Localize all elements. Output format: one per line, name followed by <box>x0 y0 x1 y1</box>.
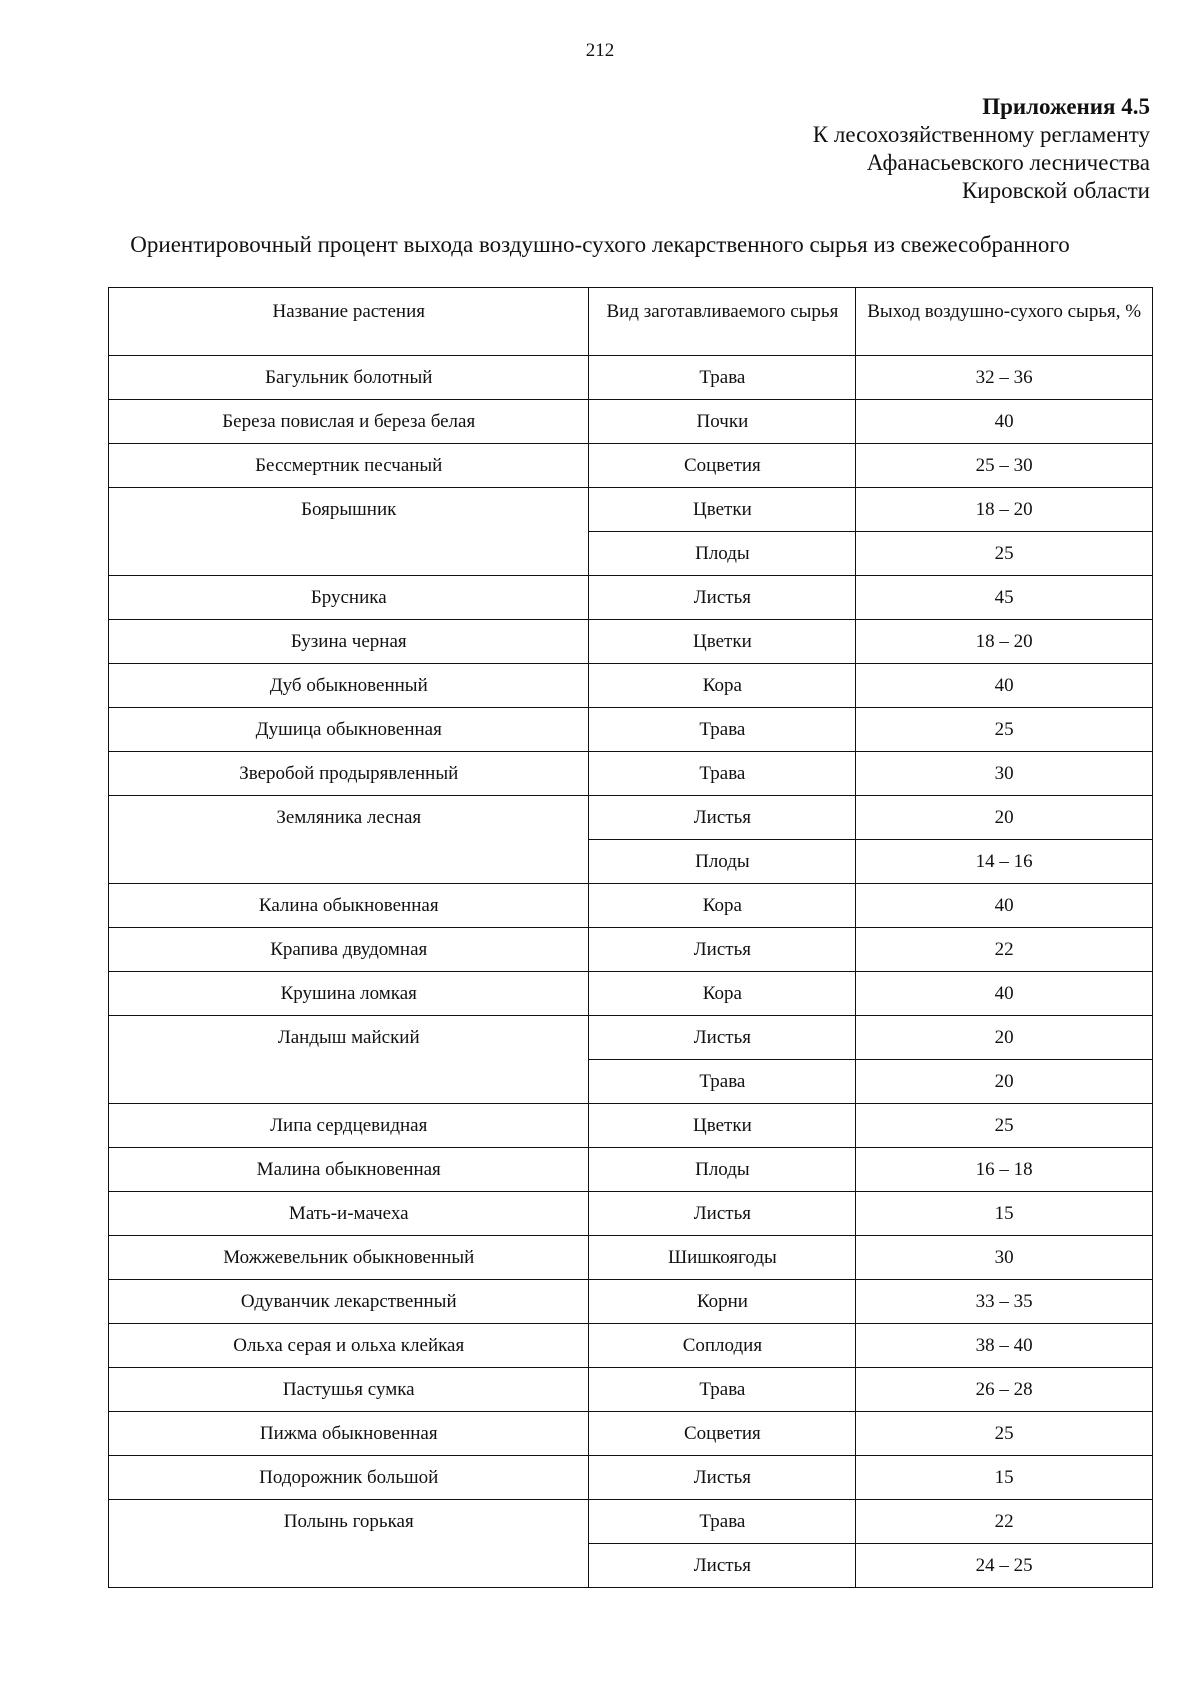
yield-percent-cell: 20 <box>856 1060 1153 1104</box>
yield-percent-cell: 30 <box>856 752 1153 796</box>
yield-percent-cell: 16 – 18 <box>856 1148 1153 1192</box>
yield-percent-cell: 45 <box>856 576 1153 620</box>
raw-material-type-cell: Шишкоягоды <box>589 1236 856 1280</box>
appendix-line-2: Афанасьевского лесничества <box>866 150 1150 175</box>
plant-name-cell: Одуванчик лекарственный <box>109 1280 589 1324</box>
raw-material-type-cell: Трава <box>589 1060 856 1104</box>
yield-percent-cell: 22 <box>856 928 1153 972</box>
plant-name-cell: Душица обыкновенная <box>109 708 589 752</box>
raw-material-type-cell: Плоды <box>589 840 856 884</box>
yield-percent-cell: 18 – 20 <box>856 488 1153 532</box>
yield-percent-cell: 15 <box>856 1456 1153 1500</box>
raw-material-type-cell: Плоды <box>589 1148 856 1192</box>
yield-percent-cell: 15 <box>856 1192 1153 1236</box>
raw-material-type-cell: Трава <box>589 752 856 796</box>
yield-percent-cell: 40 <box>856 972 1153 1016</box>
table-row <box>109 708 1153 752</box>
plant-name-cell: Полынь горькая <box>109 1500 589 1588</box>
plant-name-cell: Зверобой продырявленный <box>109 752 589 796</box>
raw-material-type-cell: Кора <box>589 664 856 708</box>
plant-name-cell: Бессмертник песчаный <box>109 444 589 488</box>
raw-material-type-cell: Листья <box>589 796 856 840</box>
plant-name-cell: Ландыш майский <box>109 1016 589 1104</box>
yield-percent-cell: 26 – 28 <box>856 1368 1153 1412</box>
table-row <box>109 400 1153 444</box>
yield-table <box>108 287 1153 1588</box>
yield-percent-cell: 40 <box>856 884 1153 928</box>
table-row <box>109 796 1153 840</box>
plant-name-cell: Боярышник <box>109 488 589 576</box>
appendix-block <box>813 93 1150 205</box>
appendix-line-3: Кировской области <box>961 178 1150 203</box>
table-row <box>109 1236 1153 1280</box>
raw-material-type-cell: Кора <box>589 972 856 1016</box>
header-yield: Выход воздушно-сухого сырья, % <box>856 288 1153 356</box>
table-row <box>109 356 1153 400</box>
table-row <box>109 972 1153 1016</box>
raw-material-type-cell: Почки <box>589 400 856 444</box>
header-plant: Название растения <box>109 288 589 356</box>
table-row <box>109 1148 1153 1192</box>
raw-material-type-cell: Соцветия <box>589 444 856 488</box>
plant-name-cell: Пастушья сумка <box>109 1368 589 1412</box>
raw-material-type-cell: Листья <box>589 576 856 620</box>
yield-percent-cell: 25 <box>856 1412 1153 1456</box>
table-row <box>109 1104 1153 1148</box>
raw-material-type-cell: Плоды <box>589 532 856 576</box>
document-title: Ориентировочный процент выхода воздушно-сухого лекарственного сырья из свежесобранного <box>130 232 1070 257</box>
plant-name-cell: Бузина черная <box>109 620 589 664</box>
plant-name-cell: Можжевельник обыкновенный <box>109 1236 589 1280</box>
raw-material-type-cell: Трава <box>589 356 856 400</box>
plant-name-cell: Брусника <box>109 576 589 620</box>
raw-material-type-cell: Трава <box>589 708 856 752</box>
raw-material-type-cell: Цветки <box>589 620 856 664</box>
raw-material-type-cell: Корни <box>589 1280 856 1324</box>
table-header-row <box>109 288 1153 356</box>
yield-percent-cell: 18 – 20 <box>856 620 1153 664</box>
yield-percent-cell: 30 <box>856 1236 1153 1280</box>
plant-name-cell: Подорожник большой <box>109 1456 589 1500</box>
plant-name-cell: Дуб обыкновенный <box>109 664 589 708</box>
table-row <box>109 928 1153 972</box>
plant-name-cell: Малина обыкновенная <box>109 1148 589 1192</box>
plant-name-cell: Береза повислая и береза белая <box>109 400 589 444</box>
yield-percent-cell: 25 <box>856 1104 1153 1148</box>
table-row <box>109 1368 1153 1412</box>
page-number: 212 <box>585 40 615 61</box>
yield-percent-cell: 22 <box>856 1500 1153 1544</box>
plant-name-cell: Пижма обыкновенная <box>109 1412 589 1456</box>
raw-material-type-cell: Цветки <box>589 488 856 532</box>
plant-name-cell: Крушина ломкая <box>109 972 589 1016</box>
yield-percent-cell: 25 <box>856 708 1153 752</box>
raw-material-type-cell: Кора <box>589 884 856 928</box>
table-row <box>109 1016 1153 1060</box>
raw-material-type-cell: Соплодия <box>589 1324 856 1368</box>
plant-name-cell: Липа сердцевидная <box>109 1104 589 1148</box>
table-row <box>109 664 1153 708</box>
table-row <box>109 1324 1153 1368</box>
yield-percent-cell: 24 – 25 <box>856 1544 1153 1588</box>
table-row <box>109 488 1153 532</box>
yield-percent-cell: 33 – 35 <box>856 1280 1153 1324</box>
appendix-title: Приложения 4.5 <box>982 94 1150 119</box>
raw-material-type-cell: Трава <box>589 1368 856 1412</box>
table-row <box>109 1192 1153 1236</box>
raw-material-type-cell: Листья <box>589 1192 856 1236</box>
yield-percent-cell: 32 – 36 <box>856 356 1153 400</box>
table-row <box>109 1456 1153 1500</box>
plant-name-cell: Калина обыкновенная <box>109 884 589 928</box>
yield-percent-cell: 38 – 40 <box>856 1324 1153 1368</box>
yield-percent-cell: 40 <box>856 400 1153 444</box>
raw-material-type-cell: Цветки <box>589 1104 856 1148</box>
plant-name-cell: Мать-и-мачеха <box>109 1192 589 1236</box>
table-row <box>109 576 1153 620</box>
raw-material-type-cell: Листья <box>589 1456 856 1500</box>
raw-material-type-cell: Трава <box>589 1500 856 1544</box>
yield-percent-cell: 20 <box>856 796 1153 840</box>
table-row <box>109 444 1153 488</box>
table-row <box>109 620 1153 664</box>
raw-material-type-cell: Листья <box>589 1544 856 1588</box>
table-row <box>109 1412 1153 1456</box>
appendix-line-1: К лесохозяйственному регламенту <box>812 122 1150 147</box>
yield-percent-cell: 40 <box>856 664 1153 708</box>
table-row <box>109 1280 1153 1324</box>
table-row <box>109 752 1153 796</box>
plant-name-cell: Багульник болотный <box>109 356 589 400</box>
header-type: Вид заготавливаемого сырья <box>589 288 856 356</box>
yield-percent-cell: 14 – 16 <box>856 840 1153 884</box>
table-row <box>109 884 1153 928</box>
table-body <box>109 356 1153 1588</box>
raw-material-type-cell: Листья <box>589 1016 856 1060</box>
table-row <box>109 1500 1153 1544</box>
yield-percent-cell: 25 <box>856 532 1153 576</box>
plant-name-cell: Ольха серая и ольха клейкая <box>109 1324 589 1368</box>
yield-percent-cell: 20 <box>856 1016 1153 1060</box>
plant-name-cell: Земляника лесная <box>109 796 589 884</box>
yield-percent-cell: 25 – 30 <box>856 444 1153 488</box>
raw-material-type-cell: Листья <box>589 928 856 972</box>
raw-material-type-cell: Соцветия <box>589 1412 856 1456</box>
plant-name-cell: Крапива двудомная <box>109 928 589 972</box>
